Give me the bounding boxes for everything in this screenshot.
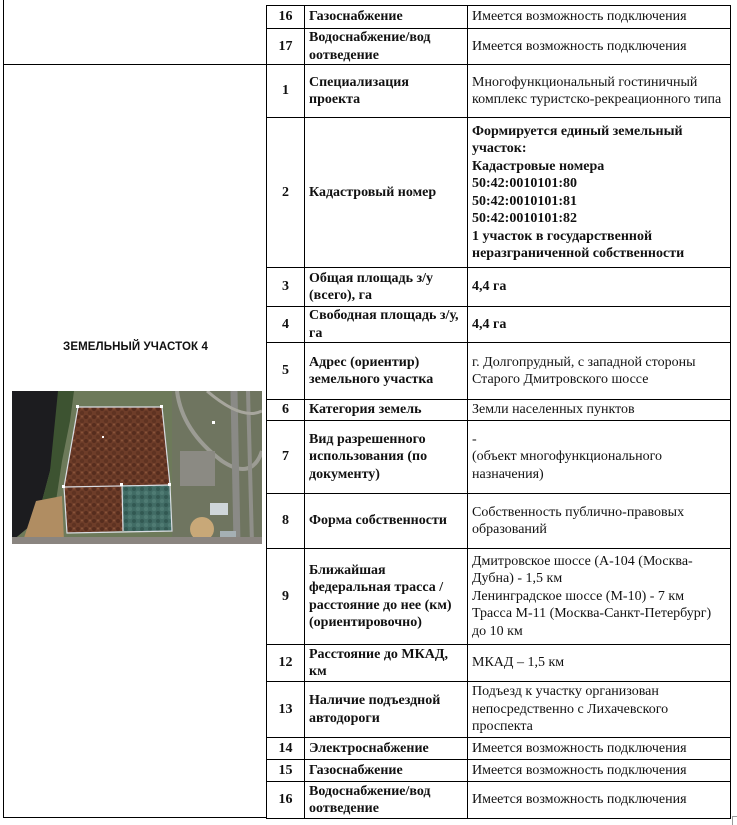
row-label: Форма собственности xyxy=(305,494,468,549)
row-label: Расстояние до МКАД, км xyxy=(305,645,468,682)
table-row xyxy=(267,268,731,307)
row-label-line: Водоснабжение/вод xyxy=(309,30,431,45)
row-value: Земли населенных пунктов xyxy=(468,400,731,421)
row-label xyxy=(305,782,468,819)
table-row xyxy=(267,782,731,819)
row-value-line: Ленинградское шоссе (М-10) - 7 км xyxy=(472,588,685,604)
row-value-line: 50:42:0010101:81 xyxy=(472,193,577,209)
row-number: 9 xyxy=(267,549,305,645)
plot-upper xyxy=(64,407,170,487)
row-label: Вид разрешенного использования (по документу) xyxy=(305,421,468,494)
row-value xyxy=(468,118,731,268)
row-value: Собственность публично-правовых образований xyxy=(468,494,731,549)
row-value: Имеется возможность подключения xyxy=(468,760,731,782)
table-row xyxy=(267,400,731,421)
row-number: 8 xyxy=(267,494,305,549)
row-value-line: 1 участок в государственной неразграниченной собственности xyxy=(472,228,685,261)
row-value-line: 50:42:0010101:80 xyxy=(472,176,577,191)
row-label-line: оотведение xyxy=(309,801,379,816)
table-row xyxy=(267,421,731,494)
row-number: 2 xyxy=(267,118,305,268)
row-label: Специализация проекта xyxy=(305,65,468,118)
table-row xyxy=(267,645,731,682)
row-label: Категория земель xyxy=(305,400,468,421)
row-value-line: 50:42:0010101:82 xyxy=(472,211,577,226)
highway xyxy=(234,391,237,544)
row-value-line: Формируется единый земельный участок: xyxy=(472,123,683,156)
row-number: 16 xyxy=(267,782,305,819)
row-number: 4 xyxy=(267,307,305,343)
table-row xyxy=(267,682,731,738)
row-value: Имеется возможность подключения xyxy=(468,6,731,29)
previous-plot-cell xyxy=(3,0,266,64)
row-value: Имеется возможность подключения xyxy=(468,782,731,819)
row-label: Наличие подъездной автодороги xyxy=(305,682,468,738)
map-bottom-strip xyxy=(12,537,262,544)
building xyxy=(210,503,228,515)
row-number: 14 xyxy=(267,738,305,760)
table-row xyxy=(267,65,731,118)
table-row xyxy=(267,738,731,760)
row-value: Многофункциональный гостиничный комплекс туристско-рекреационного типа xyxy=(468,65,731,118)
row-label: Электроснабжение xyxy=(305,738,468,760)
satellite-map-image xyxy=(12,391,262,544)
row-value-line: (объект многофункционального назначения) xyxy=(472,449,662,482)
plot-title: ЗЕМЕЛЬНЫЙ УЧАСТОК 4 xyxy=(63,341,208,353)
row-value-line: Кадастровые номера xyxy=(472,158,605,174)
row-number: 17 xyxy=(267,29,305,65)
row-number: 6 xyxy=(267,400,305,421)
plot-cell xyxy=(3,64,266,818)
row-label-line: Водоснабжение/вод xyxy=(309,783,431,799)
row-value: г. Долгопрудный, с западной стороны Старого Дмитровского шоссе xyxy=(468,343,731,400)
row-number: 7 xyxy=(267,421,305,494)
row-value: Имеется возможность подключения xyxy=(468,738,731,760)
row-label: Адрес (ориентир) земельного участка xyxy=(305,343,468,400)
table-row xyxy=(267,494,731,549)
table-row xyxy=(267,118,731,268)
row-number: 3 xyxy=(267,268,305,307)
row-value xyxy=(468,549,731,645)
row-value: Имеется возможность подключения xyxy=(468,29,731,65)
row-label: Газоснабжение xyxy=(305,760,468,782)
row-number: 13 xyxy=(267,682,305,738)
row-value-line: - xyxy=(472,431,477,447)
row-number: 12 xyxy=(267,645,305,682)
row-label: Общая площадь з/у (всего), га xyxy=(305,268,468,307)
table-row xyxy=(267,307,731,343)
parking-lot xyxy=(180,451,215,486)
row-label: Кадастровый номер xyxy=(305,118,468,268)
table-row xyxy=(267,29,731,65)
row-label: Ближайшая федеральная трасса / расстояние до нее (км) (ориентировочно) xyxy=(305,549,468,645)
row-value-line: Трасса М-11 (Москва-Санкт-Петербург) до 10 км xyxy=(472,606,712,639)
row-value: МКАД – 1,5 км xyxy=(468,645,731,682)
row-value: 4,4 га xyxy=(468,307,731,343)
row-number: 5 xyxy=(267,343,305,400)
row-value xyxy=(468,421,731,494)
table-row xyxy=(267,549,731,645)
row-label: Свободная площадь з/у, га xyxy=(305,307,468,343)
row-label: Газоснабжение xyxy=(305,6,468,29)
row-value-line: Дмитровское шоссе (А-104 (Москва-Дубна) - 1,5 км xyxy=(472,553,693,587)
table-row xyxy=(267,6,731,29)
row-number: 16 xyxy=(267,6,305,29)
row-value: 4,4 га xyxy=(468,268,731,307)
plot-lower-right xyxy=(122,485,172,531)
row-number: 15 xyxy=(267,760,305,782)
table-row xyxy=(267,760,731,782)
row-label xyxy=(305,29,468,65)
plot-lower-left xyxy=(64,485,123,533)
row-number: 1 xyxy=(267,65,305,118)
row-label-line: оотведение xyxy=(309,47,379,63)
row-value: Подъезд к участку организован непосредственно с Лихачевского проспекта xyxy=(468,682,731,738)
table-row xyxy=(267,343,731,400)
plot-parameters-table xyxy=(266,5,731,819)
